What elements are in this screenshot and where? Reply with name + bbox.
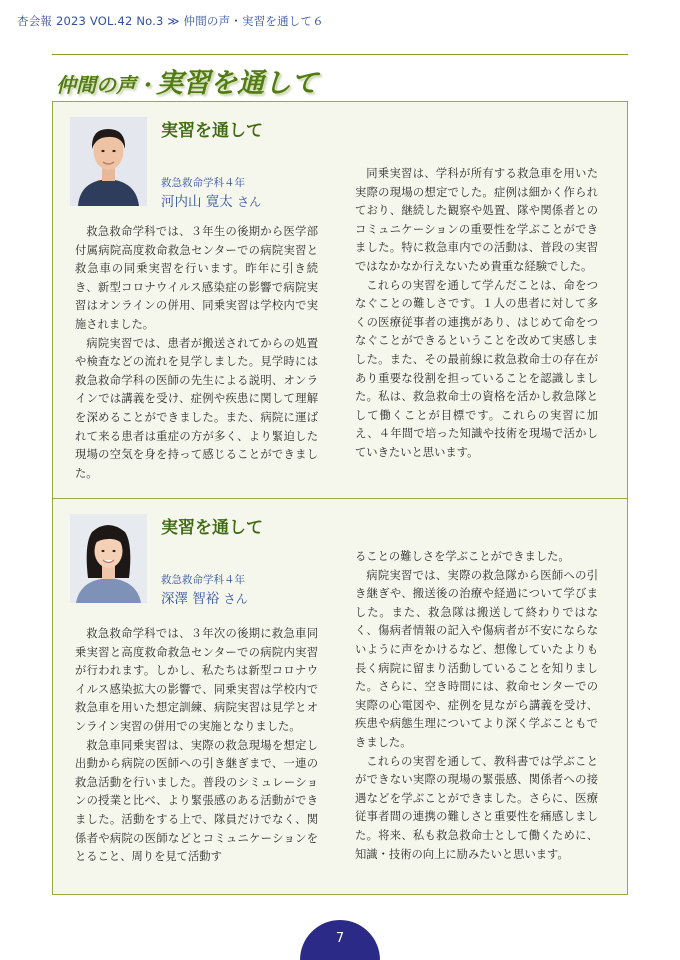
student-name-text: 深澤 智裕: [161, 591, 220, 607]
section-title-main: 実習を通して: [156, 68, 318, 99]
portrait-image: [70, 117, 147, 206]
student-name-text: 河内山 寛太: [161, 194, 233, 210]
section-title: [56, 61, 318, 100]
article-left-column: [75, 223, 318, 483]
body-paragraph: 救急車同乗実習は、実際の救急現場を想定し出動から病院の医師への引き継ぎまで、一連の救急活動を行いました。普段のシミュレーションの授業と比べ、より緊張感のある活動ができました。活動をする上で、隊員だけでなく、関係者や病院の医師などとコミュニケーションをとること、周りを見て活動す: [75, 738, 318, 864]
article-right-column: [355, 165, 598, 463]
body-paragraph: これらの実習を通して、教科書では学ぶことができない実際の現場の緊張感、関係者への接遇などを学ぶことができました。さらに、医療従事者間の連携の難しさと重要性を痛感しました。将来、私も救急救命士として働くために、知識・技術の向上に励みたいと思います。: [355, 754, 598, 861]
article-title: 実習を通して: [161, 121, 263, 141]
portrait-image: [70, 514, 147, 603]
body-paragraph-continued: ることの難しさを学ぶことができました。: [355, 550, 570, 563]
body-paragraph: 病院実習では、実際の救急隊から医師への引き継ぎや、搬送後の治療や経過について学びました。また、救急隊は搬送して終わりではなく、傷病者情報の記入や傷病者が不安にならないように声をかけるなど、想像していたよりも長く病院に留まり活動していることを知りました。さらに、空き時間には、救命センターでの実際の心電図や、症例を見ながら講義を受け、疾患や病態生理についてより深く学ぶこともできました。: [355, 568, 598, 749]
body-paragraph: これらの実習を通して学んだことは、命をつなぐことの難しさです。１人の患者に対して多くの医療従事者の連携があり、はじめて命をつなぐことができるということを改めて実感しました。また、その最前線に救急救命士の存在があり重要な役割を担っていることを認識しました。私は、救急救命士の資格を活かし救急隊として働くことが目標です。これらの実習に加え、４年間で培った知識や技術を現場で活かしていきたいと思います。: [355, 278, 598, 459]
body-paragraph: 救急救命学科では、３年次の後期に救急車同乗実習と高度救命救急センターでの病院内実習が行われます。しかし、私たちは新型コロナウイルス感染拡大の影響で、同乗実習は学校内で救急車を用いた想定訓練、病院実習は見学とオンライン実習の併用での実施となりました。: [75, 627, 318, 733]
body-paragraph: 救急救命学科では、３年生の後期から医学部付属病院高度救命救急センターでの病院実習と救急車の同乗実習を行います。昨年に引き続き、新型コロナウイルス感染症の影響で病院実習はオンラインの併用、同乗実習は学校内で実施されました。: [75, 225, 318, 331]
article-box-1: [52, 101, 628, 499]
student-name: [161, 587, 248, 607]
body-paragraph: 病院実習では、患者が搬送されてからの処置や検査などの流れを見学しました。見学時には救急救命学科の医師の先生による説明、オンラインでは講義を受け、症例や疾患に関して理解を深めることができました。また、病院に運ばれて来る患者は重症の方が多く、より緊迫した現場の空気を身を持って感じることができました。: [75, 336, 318, 480]
page-number: 7: [335, 931, 345, 946]
article-title: 実習を通して: [161, 518, 263, 538]
student-photo-female: [70, 514, 147, 603]
header-rule: [52, 54, 628, 55]
department-label: 救急救命学科４年: [161, 177, 245, 189]
honorific: さん: [223, 592, 248, 606]
article-box-2: [52, 498, 628, 895]
body-paragraph: 同乗実習は、学科が所有する救急車を用いた実際の現場の想定でした。症例は細かく作られており、継続した観察や処置、隊や関係者とのコミュニケーションの重要性を学ぶことができました。特に救急車内での活動は、普段の実習ではなかなか行えないため貴重な経験でした。: [355, 167, 598, 273]
student-name: [161, 190, 261, 210]
section-title-prefix: 仲間の声・: [56, 73, 156, 97]
article-left-column: [75, 625, 318, 867]
student-photo-male: [70, 117, 147, 206]
running-header: 杏会報 2023 VOL.42 No.3 ≫ 仲間の声・実習を通して６: [17, 14, 324, 28]
article-right-column: [355, 548, 598, 864]
honorific: さん: [237, 195, 262, 209]
department-label: 救急救命学科４年: [161, 574, 245, 586]
